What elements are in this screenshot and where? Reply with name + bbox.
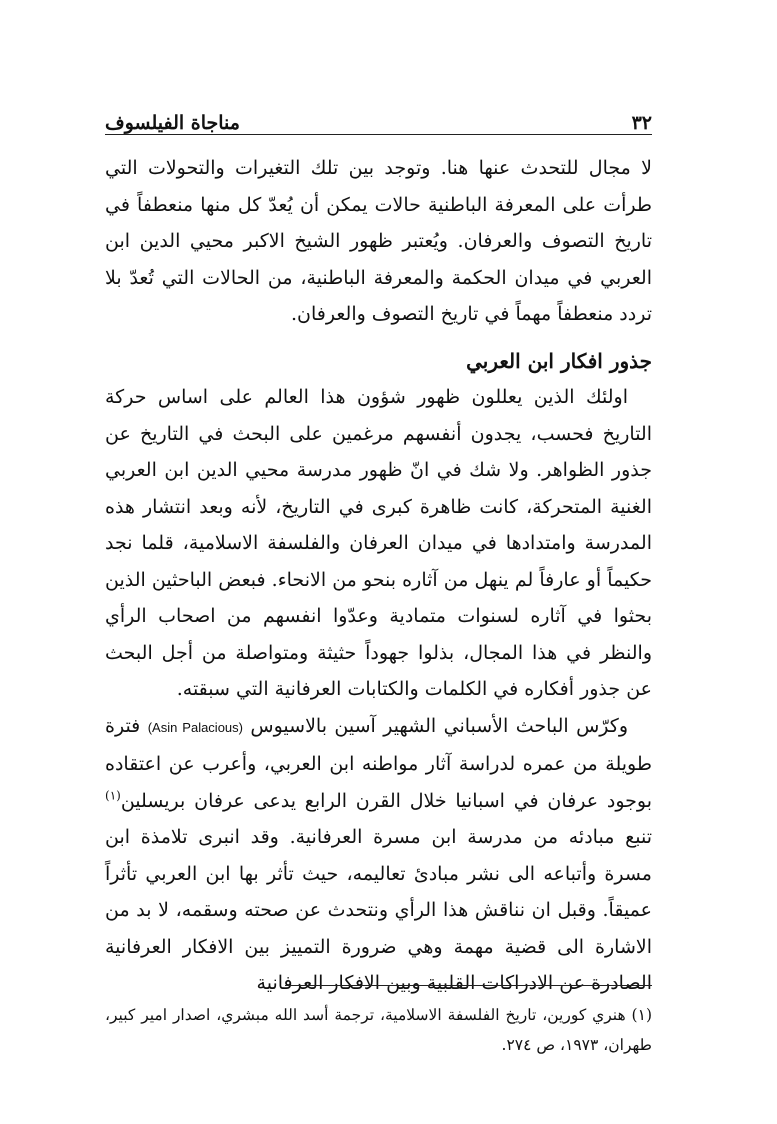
footnote-text: (١) هنري كورين، تاريخ الفلسفة الاسلامية، ترجمة أسد الله مبشري، اصدار امير كبير، طهران، ١٩٧٣، ص ٢٧٤. [105,1006,652,1054]
paragraph-3-middle: فترة طويلة من عمره لدراسة آثار مواطنه ابن العربي، وأعرب عن اعتقاده بوجود عرفان في اسبانيا خلال القرن الرابع يدعى عرفان بريسلين [105,714,652,812]
running-title: مناجاة الفيلسوف [105,112,240,134]
paragraph-1: لا مجال للتحدث عنها هنا. وتوجد بين تلك التغيرات والتحولات التي طرأت على المعرفة الباطنية حالات يمكن أن يُعدّ كل منها منعطفاً في تاريخ التصوف والعرفان. ويُعتبر ظهور الشيخ الاكبر محيي الدين ابن العربي في ميدان الحكمة والمعرفة الباطنية، من الحالات التي تُعدّ بلا تردد منعطفاً مهماً في تاريخ التصوف والعرفان. [105,157,652,325]
footnote-marker: (١) [105,788,121,803]
header-rule [105,134,652,135]
paragraph-3 [105,708,652,1002]
paragraph-3-start: وكرّس الباحث الأسباني الشهير آسين بالاسيوس [250,714,629,737]
footnote-block [105,1000,652,1060]
footnote-rule [285,985,652,986]
section-heading: جذور افكار ابن العربي [466,348,652,373]
main-text [105,150,652,1002]
paragraph-3-end: تنبع مبادئه من مدرسة ابن مسرة العرفانية. وقد انبرى تلامذة ابن مسرة وأتباعه الى نشر مبادئ تعاليمه، حيث تأثر بها ابن العربي تأثراً عميقاً. وقبل ان نناقش هذا الرأي ونتحدث عن صحته وسقمه، لا بد من الاشارة الى قضية مهمة وهي ضرورة التمييز بين الافكار العرفانية الصادرة عن الادراكات القلبية وبين الافكار العرفانية [105,826,652,994]
page-number: ٣٢ [631,112,652,134]
paragraph-2: اولئك الذين يعللون ظهور شؤون هذا العالم على اساس حركة التاريخ فحسب، يجدون أنفسهم مرغمين على البحث في التاريخ عن جذور الظواهر. ولا شك في انّ ظهور مدرسة محيي الدين ابن العربي الغنية المتحركة، كانت ظاهرة كبرى في التاريخ، لأنه وبعد انتشار هذه المدرسة وامتدادها في ميدان العرفان والفلسفة الاسلامية، قلما نجد حكيماً أو عارفاً لم ينهل من آثاره بنحو من الانحاء. فبعض الباحثين الذين بحثوا في آثاره لسنوات متمادية وعدّوا انفسهم من اصحاب الرأي والنظر في هذا المجال، بذلوا جهوداً حثيثة ومتواصلة من أجل البحث عن جذور أفكاره في الكلمات والكتابات العرفانية التي سبقته. [105,386,652,700]
running-header [105,100,652,134]
latin-name: (Asin Palacious) [147,719,243,735]
